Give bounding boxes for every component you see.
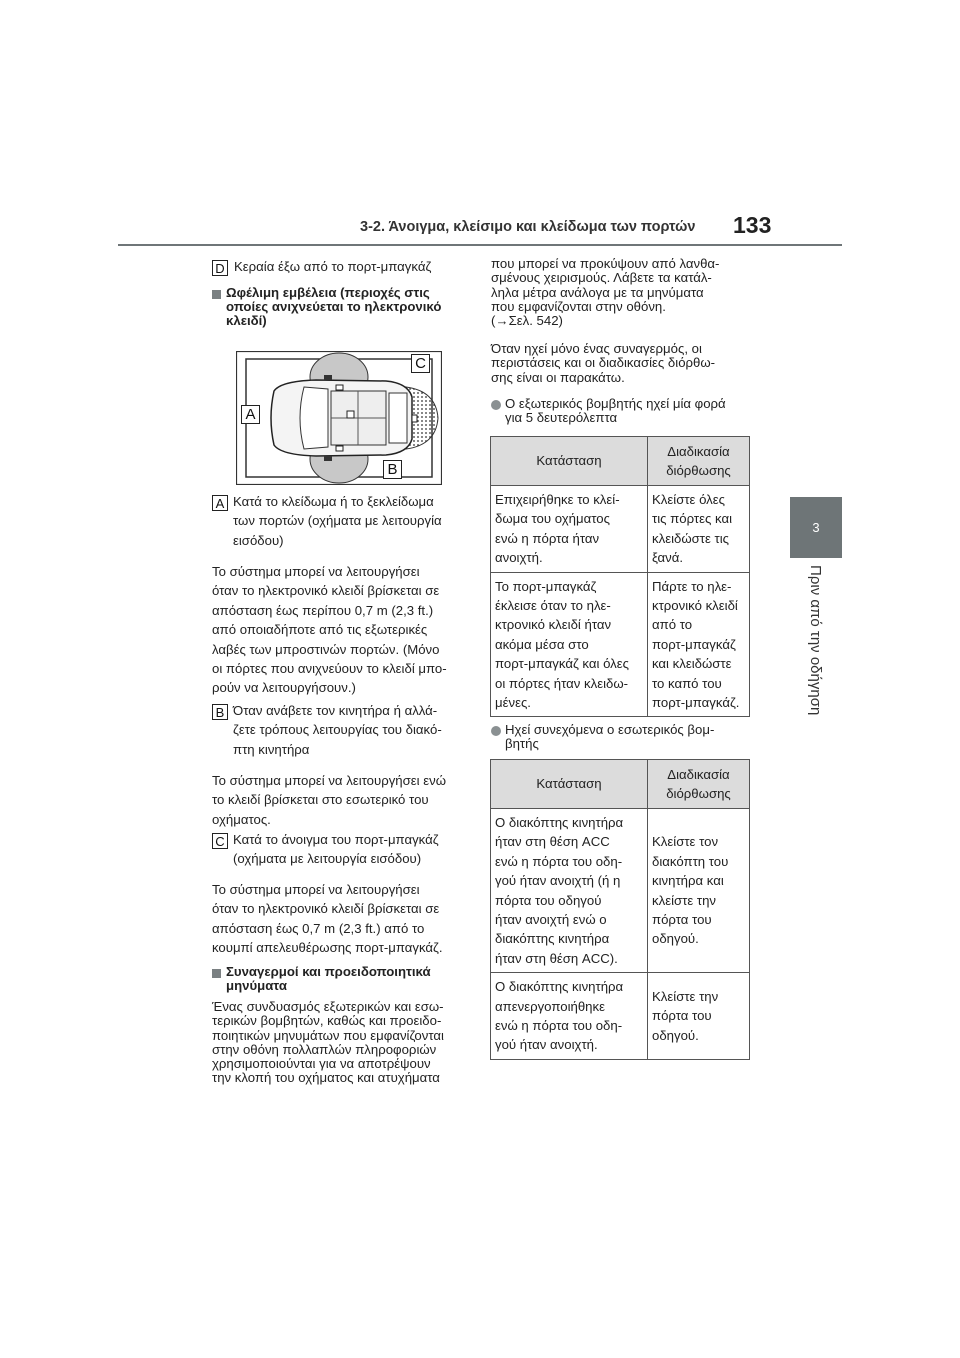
table-row (491, 572, 750, 717)
table-cell: Κλείστε τον διακόπτη του κινητήρα και κλείστε την πόρτα του οδηγού. (648, 809, 750, 973)
chapter-label (775, 565, 855, 765)
table-header-cell: Κατάσταση (491, 760, 648, 809)
para-alarms: Ένας συνδυασμός εξωτερικών και εσω- τερικών βομβητών, καθώς και προειδο- ποιητικών μηνυμάτων που εμφανίζονται στην οθόνη πολλαπλών πληροφοριών χρησιμοποιούνται για να αποτρέψουν την κλοπή του οχήματος και ατυχήματα (212, 999, 444, 1086)
table-cell: Ο διακόπτης κινητήρα ήταν στη θέση ACC ενώ η πόρτα του οδη- γού ήταν ανοιχτή (ή η πόρτα του οδηγού ήταν ανοιχτή ενώ ο διακόπτης κινητήρα ήταν στη θέση ACC). (491, 809, 648, 973)
table-cell: Το πορτ-μπαγκάζ έκλεισε όταν το ηλε- κτρονικό κλειδί ήταν ακόμα μέσα στο πορτ-μπαγκάζ και όλες οι πόρτες ήταν κλειδω- μένες. (491, 572, 648, 717)
table-cell: Επιχειρήθηκε το κλεί- δωμα του οχήματος ενώ η πόρτα ήταν ανοιχτή. (491, 486, 648, 573)
para-range-trunk: Το σύστημα μπορεί να λειτουργήσει όταν το ηλεκτρονικό κλειδί βρίσκεται σε απόσταση έως 0,7 m (2,3 ft.) από το κουμπί απελευθέρωσης πορτ-μπαγκάζ. (212, 882, 443, 956)
table-header-cell: Κατάσταση (491, 437, 648, 486)
chapter-number: 3 (812, 520, 820, 535)
chapter-label-text: Πριν από την οδήγηση (807, 565, 824, 716)
table-cell: Ο διακόπτης κινητήρα απενεργοποιήθηκε ενώ η πόρτα του οδη- γού ήταν ανοιχτή. (491, 973, 648, 1060)
table-interior-buzzer (490, 759, 750, 1060)
bullet-interior-buzzer: Ηχεί συνεχόμενα ο εσωτερικός βομ- βητής (505, 722, 715, 752)
bullet-dot (491, 726, 501, 736)
item-a-text: Κατά το κλείδωμα ή το ξεκλείδωμα των πορτών (οχήματα με λειτουργία εισόδου) (233, 494, 442, 548)
para-single-alarm: Όταν ηχεί μόνο ένας συναγερμός, οι περιστάσεις και οι διαδικασίες διόρθω- σης είναι οι παρακάτω. (491, 341, 716, 385)
table-exterior-buzzer (490, 436, 750, 717)
figure-label-b: B (383, 460, 402, 479)
badge-a: A (212, 495, 228, 511)
table-cell: Κλείστε την πόρτα του οδηγού. (648, 973, 750, 1060)
bullet-dot (491, 400, 501, 410)
bullet-exterior-buzzer: Ο εξωτερικός βομβητής ηχεί μία φορά για 5 δευτερόλεπτα (505, 396, 726, 426)
item-b-text: Όταν ανάβετε τον κινητήρα ή αλλά- ζετε τρόπους λειτουργίας του διακό- πτη κινητήρα (233, 703, 442, 757)
para-continued: που μπορεί να προκύψουν από λανθα- σμένους χειρισμούς. Λάβετε τα κατάλ- ληλα μέτρα ανάλογα με τα μηνύματα που εμφανίζονται στην οθόνη. (→Σελ. 542) (491, 256, 720, 329)
table-cell: Πάρτε το ηλε- κτρονικό κλειδί από το πορτ-μπαγκάζ και κλειδώστε το καπό του πορτ-μπαγκάζ. (648, 572, 750, 717)
page-number: 133 (733, 212, 772, 238)
table-cell: Κλείστε όλες τις πόρτες και κλειδώστε τις ξανά. (648, 486, 750, 573)
table-header-row (491, 437, 750, 486)
heading-alarms: Συναγερμοί και προειδοποιητικά μηνύματα (226, 964, 431, 994)
figure-label-a: A (241, 405, 260, 424)
chapter-tab (790, 497, 842, 558)
heading-marker (212, 969, 221, 978)
header-rule (118, 244, 842, 246)
table-header-cell: Διαδικασία διόρθωσης (648, 760, 750, 809)
badge-b: B (212, 704, 228, 720)
para-range-doors: Το σύστημα μπορεί να λειτουργήσει όταν το ηλεκτρονικό κλειδί βρίσκεται σε απόσταση έως περίπου 0,7 m (2,3 ft.) από οποιαδήποτε από τις εξωτερικές λαβές των μπροστινών πορτών. (Μόνο οι πόρτες που ανιχνεύουν το κλειδί μπο- ρούν να λειτουργήσουν.) (212, 564, 447, 696)
heading-marker (212, 290, 221, 299)
item-d-text: Κεραία έξω από το πορτ-μπαγκάζ (234, 259, 432, 274)
table-header-cell: Διαδικασία διόρθωσης (648, 437, 750, 486)
figure-label-c: C (411, 354, 430, 373)
badge-d: D (212, 260, 228, 276)
badge-c: C (212, 833, 228, 849)
item-c-text: Κατά το άνοιγμα του πορτ-μπαγκάζ (οχήματα με λειτουργία εισόδου) (233, 832, 439, 867)
table-header-row (491, 760, 750, 809)
table-row (491, 809, 750, 973)
section-title: 3-2. Άνοιγμα, κλείσιμο και κλείδωμα των πορτών (360, 219, 696, 235)
table-row (491, 486, 750, 573)
para-range-interior: Το σύστημα μπορεί να λειτουργήσει ενώ το κλειδί βρίσκεται στο εσωτερικό του οχήματος. (212, 773, 447, 827)
heading-effective-range: Ωφέλιμη εμβέλεια (περιοχές στις οποίες ανιχνεύεται το ηλεκτρονικό κλειδί) (226, 285, 442, 329)
table-row (491, 973, 750, 1060)
